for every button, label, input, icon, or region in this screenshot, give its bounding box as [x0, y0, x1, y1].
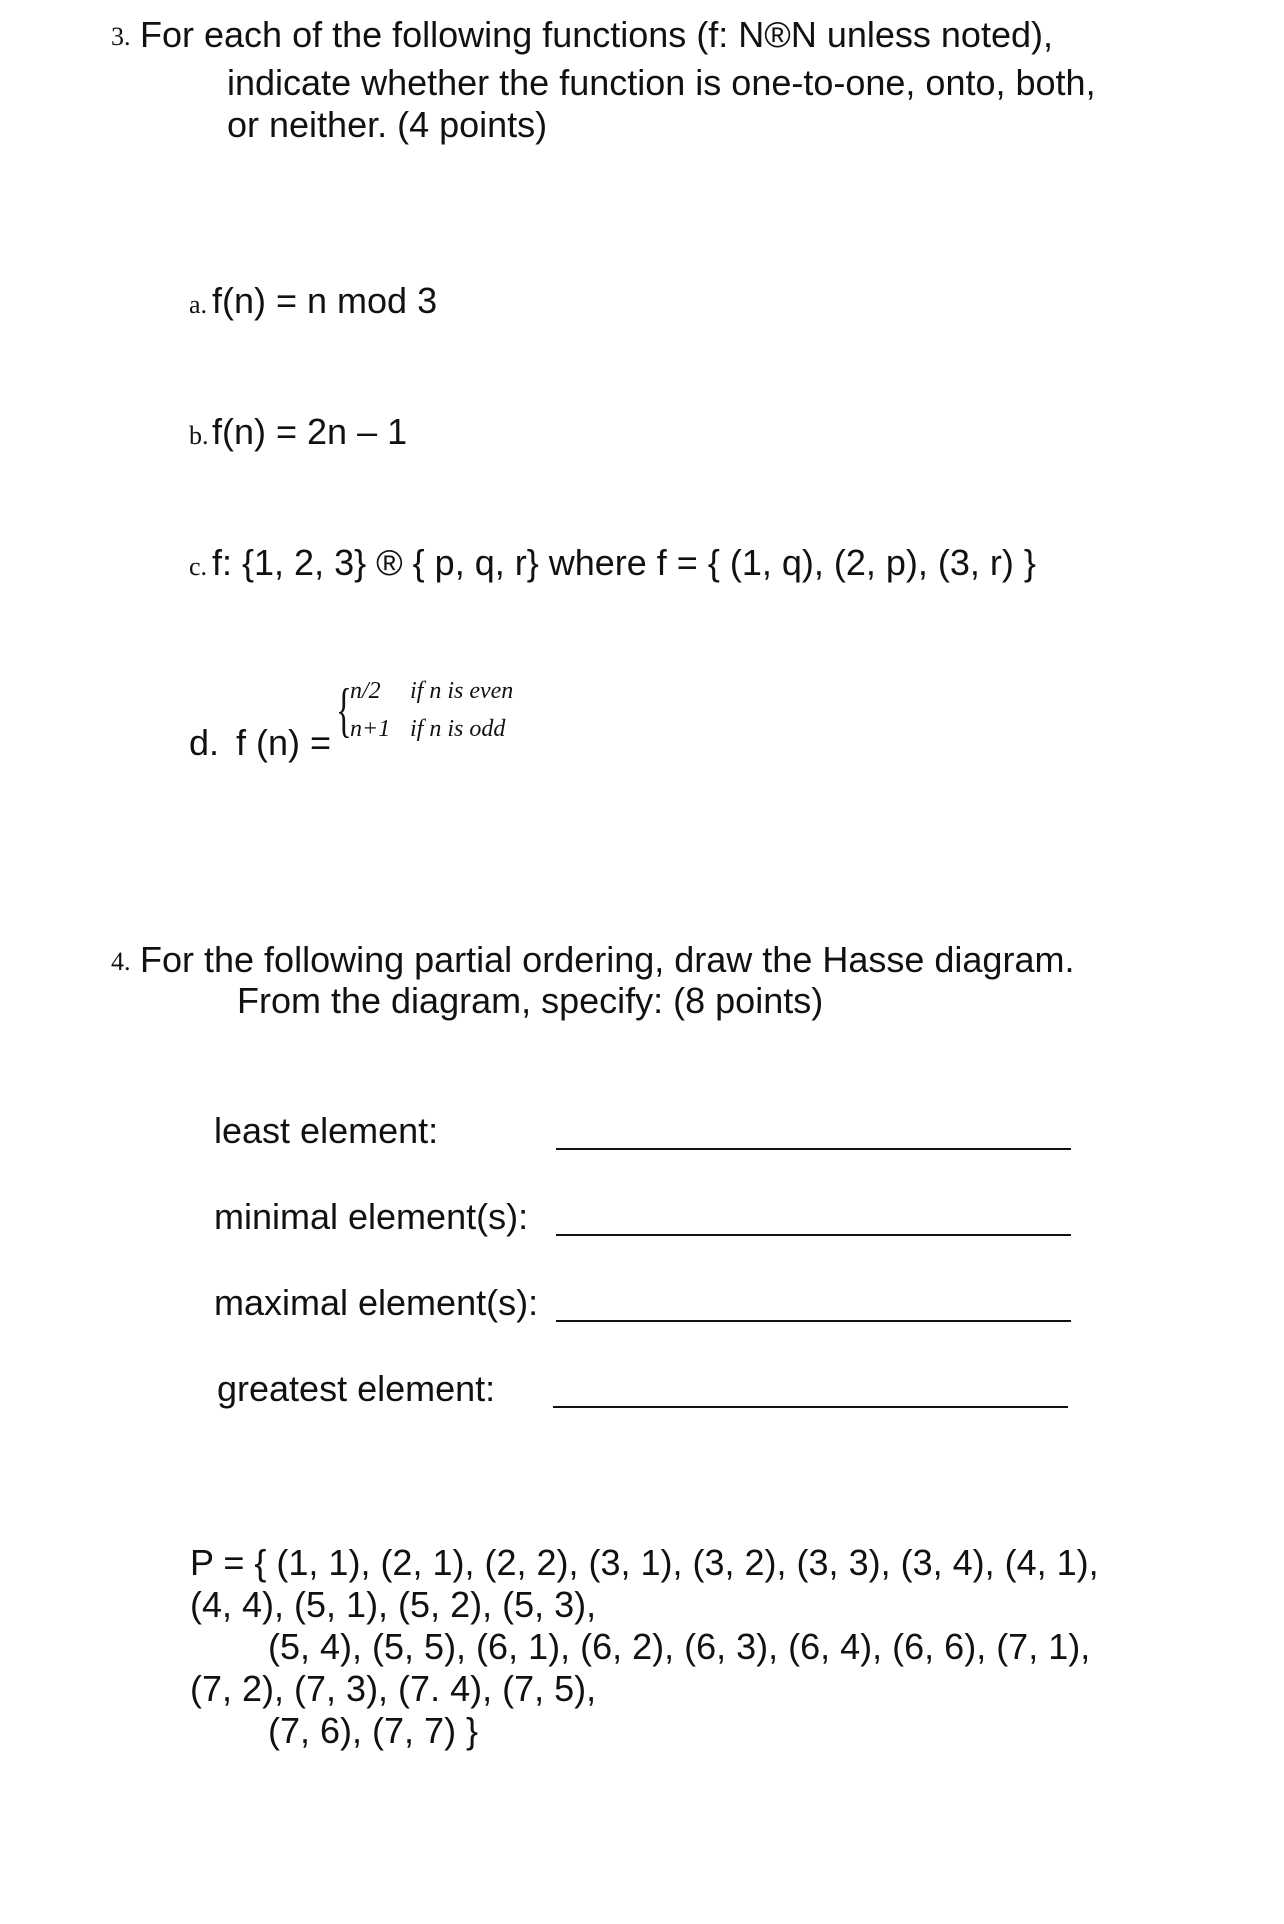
question-3-prompt-line3: or neither. (4 points) — [227, 104, 548, 145]
piecewise-brace: { — [336, 677, 352, 743]
set-line-3: (5, 4), (5, 5), (6, 1), (6, 2), (6, 3), (6, 4), (6, 6), (7, 1), — [268, 1626, 1091, 1667]
case1-condition: if n is even — [410, 678, 514, 704]
question-3-prompt-line1: For each of the following functions (f: N®N unless noted), — [140, 14, 1053, 55]
set-line-5: (7, 6), (7, 7) } — [268, 1710, 479, 1751]
question-4-prompt-line2: From the diagram, specify: (8 points) — [237, 980, 824, 1021]
least-element-answer-line[interactable] — [556, 1148, 1071, 1150]
item-d-label: d. — [189, 722, 220, 763]
case1-expression: n/2 — [350, 678, 381, 704]
question-3-prompt-line2: indicate whether the function is one-to-one, onto, both, — [227, 62, 1096, 103]
greatest-element-label: greatest element: — [217, 1368, 496, 1409]
maximal-elements-label: maximal element(s): — [214, 1282, 539, 1323]
set-line-1: P = { (1, 1), (2, 1), (2, 2), (3, 1), (3, 2), (3, 3), (3, 4), (4, 1), — [190, 1542, 1099, 1583]
item-c-text: f: {1, 2, 3} ® { p, q, r} where f = { (1, q), (2, p), (3, r) } — [212, 542, 1036, 583]
item-b-text: f(n) = 2n – 1 — [212, 411, 408, 452]
question-4-number: 4. — [111, 947, 131, 976]
maximal-elements-answer-line[interactable] — [556, 1320, 1071, 1322]
minimal-elements-label: minimal element(s): — [214, 1196, 529, 1237]
item-a-label: a. — [189, 290, 208, 319]
set-line-2: (4, 4), (5, 1), (5, 2), (5, 3), — [190, 1584, 597, 1625]
item-c-label: c. — [189, 552, 208, 581]
question-4-prompt-line1: For the following partial ordering, draw the Hasse diagram. — [140, 939, 1075, 980]
greatest-element-answer-line[interactable] — [553, 1406, 1068, 1408]
case2-condition: if n is odd — [410, 716, 506, 742]
set-line-4: (7, 2), (7, 3), (7. 4), (7, 5), — [190, 1668, 597, 1709]
minimal-elements-answer-line[interactable] — [556, 1234, 1071, 1236]
item-b-label: b. — [189, 421, 209, 450]
question-3-number: 3. — [111, 22, 131, 51]
case2-expression: n+1 — [350, 716, 391, 742]
item-d-text: f (n) = — [236, 722, 332, 763]
item-a-text: f(n) = n mod 3 — [212, 280, 438, 321]
least-element-label: least element: — [214, 1110, 439, 1151]
